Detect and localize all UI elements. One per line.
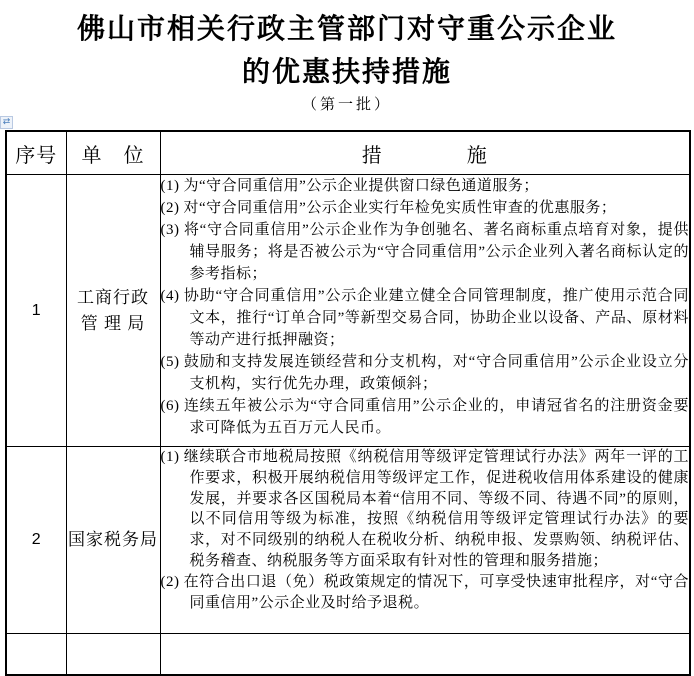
- measure-number: (3): [160, 222, 180, 238]
- document-title: [0, 7, 694, 93]
- row-measures: [160, 175, 690, 447]
- measure-number: (1): [160, 449, 180, 465]
- measure-item: [161, 395, 690, 439]
- header-row: [6, 131, 690, 175]
- measure-item: [161, 285, 690, 351]
- measure-text: 协助“守合同重信用”公示企业建立健全合同管理制度，推广使用示范合同文本，推行“订单合同”等新型交易合同，协助企业以设备、产品、原材料等动产进行抵押融资；: [183, 288, 689, 348]
- measure-number: (5): [160, 354, 180, 370]
- measure-number: (4): [160, 288, 180, 304]
- table-row: [6, 175, 690, 447]
- unit-name-line: 管 理 局: [80, 313, 146, 333]
- row-measures: [160, 447, 690, 634]
- header-unit: 单 位: [66, 131, 160, 175]
- row-seq: 1: [6, 175, 66, 447]
- row-unit: [66, 447, 160, 634]
- table-move-handle-icon[interactable]: ⇄: [0, 116, 13, 129]
- measure-item: [161, 175, 690, 197]
- measure-text: 连续五年被公示为“守合同重信用”公示企业的，申请冠省名的注册资金要求可降低为五百万元人民币。: [183, 398, 689, 436]
- unit-name-line: 国家税务局: [68, 530, 158, 549]
- measure-item: [161, 197, 690, 219]
- table-row: [6, 447, 690, 634]
- row-unit: [66, 175, 160, 447]
- measure-item: [161, 219, 690, 285]
- row-unit: [66, 634, 160, 676]
- measures-table: [5, 130, 691, 676]
- unit-name-line: 工商行政: [77, 287, 149, 307]
- table-row-partial: [6, 634, 690, 676]
- measure-text: 对“守合同重信用”公示企业实行年检免实质性审查的优惠服务；: [183, 200, 617, 216]
- measure-text: 在符合出口退（免）税政策规定的情况下，可享受快速审批程序，对“守合同重信用”公示企业及时给予退税。: [183, 573, 689, 611]
- measure-number: (2): [160, 573, 180, 590]
- measure-text: 为“守合同重信用”公示企业提供窗口绿色通道服务；: [183, 178, 539, 194]
- measure-number: (1): [160, 178, 180, 194]
- measure-item: [161, 447, 690, 572]
- row-seq: [6, 634, 66, 676]
- title-line-2: 的优惠扶持措施: [241, 56, 452, 87]
- row-seq: 2: [6, 447, 66, 634]
- measure-text: 继续联合市地税局按照《纳税信用等级评定管理试行办法》两年一评的工作要求，积极开展纳税信用等级评定工作，促进税收信用体系建设的健康发展，并要求各区国税局本着“信用不同、等级不同、待遇不同”的原则，以不同信用等级为标准，按照《纳税信用等级评定管理试行办法》的要求，对不同级别的纳税人在税收分析、纳税申报、发票购领、纳税评估、税务稽查、纳税服务等方面采取有针对性的管理和服务措施；: [183, 449, 689, 569]
- measure-item: [161, 572, 690, 614]
- measure-item: [161, 351, 690, 395]
- header-seq: 序号: [6, 131, 66, 175]
- row-measures: [160, 634, 690, 676]
- measure-text: 将“守合同重信用”公示企业作为争创驰名、著名商标重点培育对象，提供辅导服务；将是否被公示为“守合同重信用”公示企业列入著名商标认定的参考指标；: [183, 222, 689, 282]
- measure-number: (6): [160, 398, 180, 414]
- measure-number: (2): [160, 200, 180, 216]
- measure-text: 鼓励和支持发展连锁经营和分支机构，对“守合同重信用”公示企业设立分支机构，实行优先办理，政策倾斜；: [183, 354, 689, 392]
- title-line-1: 佛山市相关行政主管部门对守重公示企业: [76, 13, 617, 44]
- header-measures: 措 施: [160, 131, 690, 175]
- document-subtitle: （第一批）: [301, 97, 392, 113]
